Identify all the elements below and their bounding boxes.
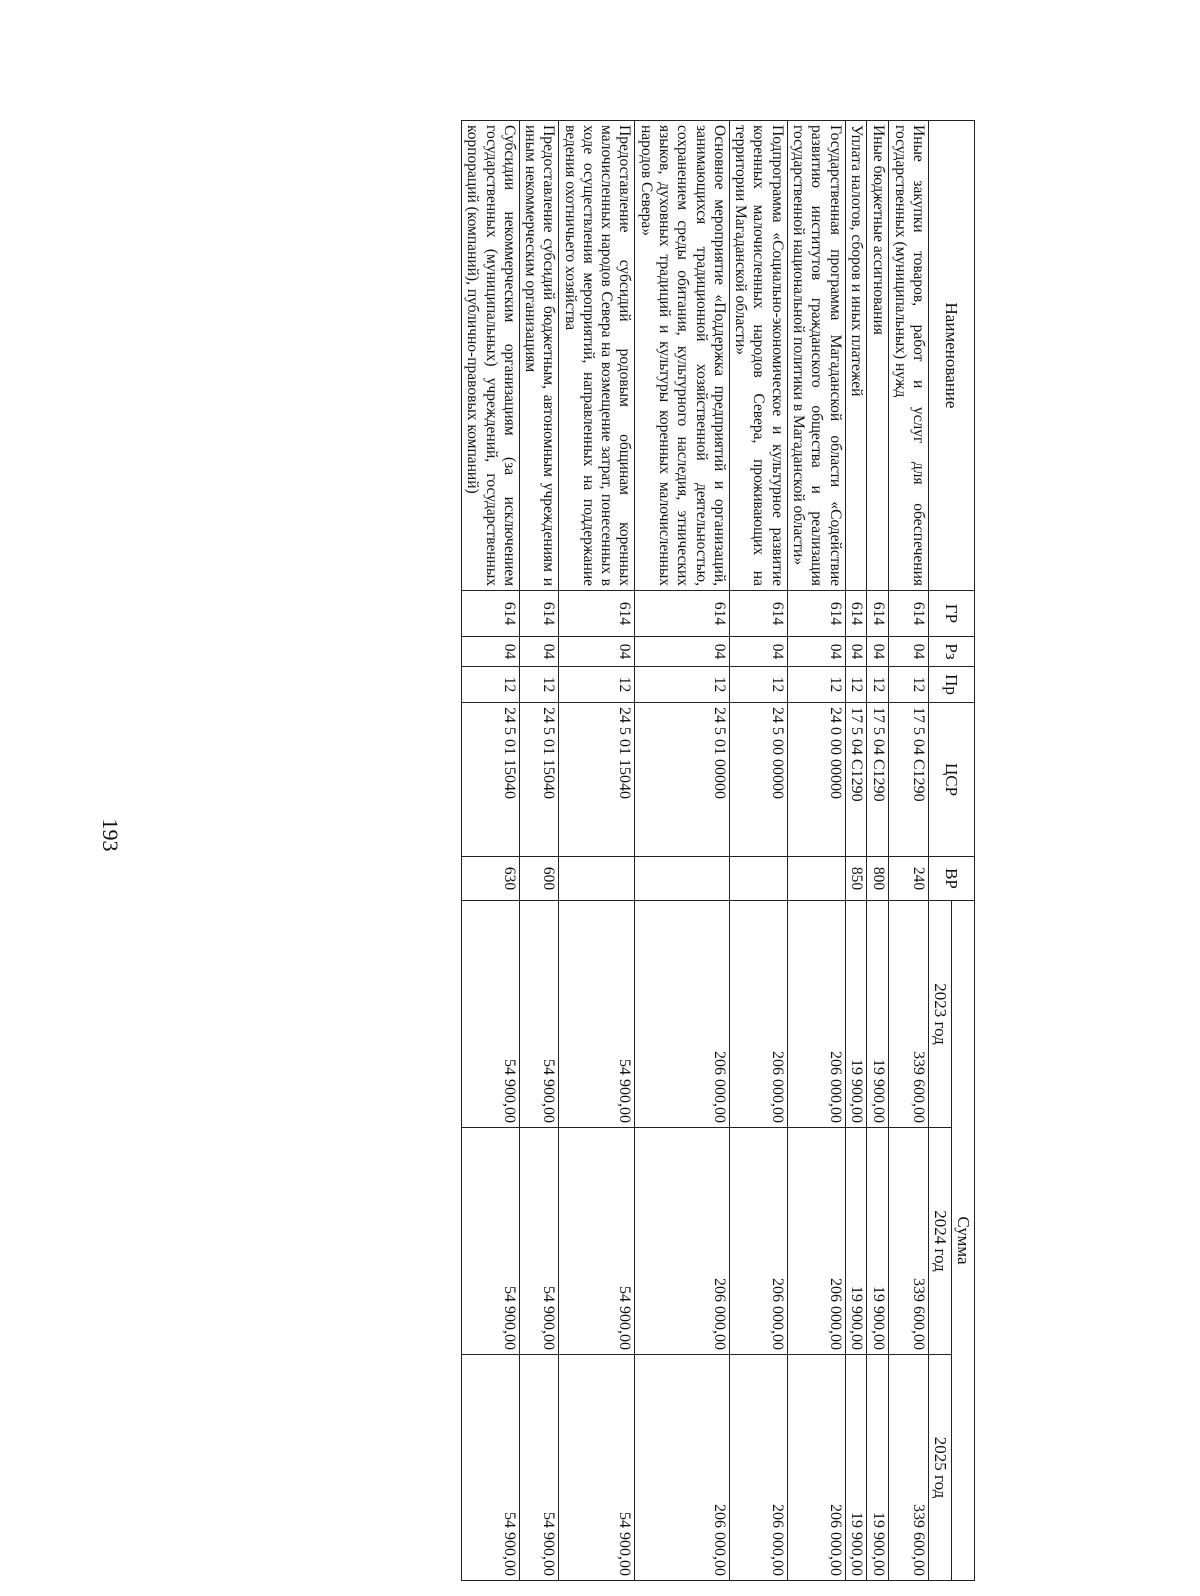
row-name: Уплата налогов, сборов и иных платежей	[845, 121, 867, 591]
header-name: Наименование	[928, 121, 974, 591]
row-pr: 12	[635, 667, 729, 703]
header-year-2024: 2024 год	[928, 1128, 951, 1355]
row-csr: 24 5 01 15040	[519, 703, 559, 857]
row-name: Иные бюджетные ассигнования	[867, 121, 889, 591]
table-header	[928, 121, 974, 1581]
table-row	[787, 121, 845, 1581]
header-vr: ВР	[928, 857, 974, 901]
header-year-2023: 2023 год	[928, 901, 951, 1128]
row-sum-2024: 206 000,00	[729, 1128, 787, 1355]
row-sum-2025: 206 000,00	[729, 1355, 787, 1581]
row-sum-2024: 19 900,00	[845, 1128, 867, 1355]
rotated-page-area	[235, 120, 1200, 1576]
row-vr: 600	[519, 857, 559, 901]
header-summa: Сумма	[951, 901, 974, 1581]
row-sum-2023: 54 900,00	[519, 901, 559, 1128]
row-rz: 04	[635, 637, 729, 667]
row-sum-2025: 54 900,00	[519, 1355, 559, 1581]
row-csr: 24 5 00 00000	[729, 703, 787, 857]
row-sum-2025: 54 900,00	[559, 1355, 635, 1581]
row-name: Предоставление субсидий бюджетным, автономным учреждениям и иным некоммерческим организациям	[519, 121, 559, 591]
table-row	[519, 121, 559, 1581]
row-rz: 04	[461, 637, 519, 667]
row-vr: 850	[845, 857, 867, 901]
row-csr: 24 0 00 00000	[787, 703, 845, 857]
row-sum-2024: 54 900,00	[559, 1128, 635, 1355]
header-row-top	[951, 121, 974, 1581]
row-sum-2023: 206 000,00	[729, 901, 787, 1128]
row-vr	[787, 857, 845, 901]
row-name: Предоставление субсидий родовым общинам коренных малочисленных народов Севера на возмещение затрат, понесенных в ходе осуществления мероприятий, направленных на поддержание ведения охотничьего хозяйства	[559, 121, 635, 591]
row-sum-2024: 19 900,00	[867, 1128, 889, 1355]
row-sum-2023: 54 900,00	[559, 901, 635, 1128]
row-rz: 04	[889, 637, 929, 667]
rotated-table-frame	[235, 120, 975, 1580]
row-sum-2024: 206 000,00	[635, 1128, 729, 1355]
row-sum-2025: 54 900,00	[461, 1355, 519, 1581]
row-name: Субсидии некоммерческим организациям (за исключением государственных (муниципальных) учреждений, государственных корпораций (компаний), публично-правовых компаний)	[461, 121, 519, 591]
header-year-2025: 2025 год	[928, 1355, 951, 1581]
row-csr: 24 5 01 15040	[559, 703, 635, 857]
row-gr: 614	[787, 591, 845, 637]
row-pr: 12	[845, 667, 867, 703]
row-gr: 614	[729, 591, 787, 637]
row-rz: 04	[845, 637, 867, 667]
row-sum-2025: 339 600,00	[889, 1355, 929, 1581]
header-csr: ЦСР	[928, 703, 974, 857]
table-row	[889, 121, 929, 1581]
row-rz: 04	[519, 637, 559, 667]
row-sum-2024: 339 600,00	[889, 1128, 929, 1355]
row-gr: 614	[845, 591, 867, 637]
row-name: Основное мероприятие «Поддержка предприятий и организаций, занимающихся традиционной хозяйственной деятельностью, сохранением среды обитания, культурного наследия, этнических языков, духовных традиций и культуры коренных малочисленных народов Севера»	[635, 121, 729, 591]
row-csr: 17 5 04 С1290	[867, 703, 889, 857]
row-csr: 17 5 04 С1290	[889, 703, 929, 857]
row-sum-2023: 206 000,00	[635, 901, 729, 1128]
page-number: 193	[98, 818, 123, 852]
row-csr: 24 5 01 15040	[461, 703, 519, 857]
table-row	[635, 121, 729, 1581]
row-name: Государственная программа Магаданской области «Содействие развитию институтов гражданского общества и реализация государственной национальной политики в Магаданской области»	[787, 121, 845, 591]
table-row	[845, 121, 867, 1581]
header-rz: Рз	[928, 637, 974, 667]
row-sum-2024: 54 900,00	[461, 1128, 519, 1355]
row-pr: 12	[787, 667, 845, 703]
row-sum-2023: 19 900,00	[845, 901, 867, 1128]
row-sum-2024: 206 000,00	[787, 1128, 845, 1355]
table-row	[559, 121, 635, 1581]
row-rz: 04	[867, 637, 889, 667]
table-row	[867, 121, 889, 1581]
row-vr: 800	[867, 857, 889, 901]
row-sum-2023: 339 600,00	[889, 901, 929, 1128]
row-pr: 12	[559, 667, 635, 703]
row-sum-2023: 206 000,00	[787, 901, 845, 1128]
row-vr	[635, 857, 729, 901]
row-rz: 04	[787, 637, 845, 667]
row-sum-2025: 206 000,00	[787, 1355, 845, 1581]
row-gr: 614	[559, 591, 635, 637]
row-vr: 630	[461, 857, 519, 901]
header-pr: Пр	[928, 667, 974, 703]
row-pr: 12	[519, 667, 559, 703]
row-csr: 17 5 04 С1290	[845, 703, 867, 857]
row-name: Подпрограмма «Социально-экономическое и культурное развитие коренных малочисленных народов Севера, проживающих на территории Магаданской области»	[729, 121, 787, 591]
row-sum-2025: 19 900,00	[845, 1355, 867, 1581]
row-pr: 12	[867, 667, 889, 703]
table-body	[461, 121, 928, 1581]
budget-table	[461, 120, 975, 1581]
row-gr: 614	[889, 591, 929, 637]
row-sum-2025: 206 000,00	[635, 1355, 729, 1581]
row-vr: 240	[889, 857, 929, 901]
row-vr	[729, 857, 787, 901]
row-sum-2023: 54 900,00	[461, 901, 519, 1128]
row-pr: 12	[889, 667, 929, 703]
row-pr: 12	[729, 667, 787, 703]
row-pr: 12	[461, 667, 519, 703]
row-sum-2025: 19 900,00	[867, 1355, 889, 1581]
table-row	[729, 121, 787, 1581]
row-vr	[559, 857, 635, 901]
row-gr: 614	[519, 591, 559, 637]
header-gr: ГР	[928, 591, 974, 637]
row-gr: 614	[635, 591, 729, 637]
row-name: Иные закупки товаров, работ и услуг для обеспечения государственных (муниципальных) нужд	[889, 121, 929, 591]
row-rz: 04	[559, 637, 635, 667]
row-rz: 04	[729, 637, 787, 667]
row-gr: 614	[867, 591, 889, 637]
row-gr: 614	[461, 591, 519, 637]
table-row	[461, 121, 519, 1581]
row-sum-2024: 54 900,00	[519, 1128, 559, 1355]
row-csr: 24 5 01 00000	[635, 703, 729, 857]
row-sum-2023: 19 900,00	[867, 901, 889, 1128]
